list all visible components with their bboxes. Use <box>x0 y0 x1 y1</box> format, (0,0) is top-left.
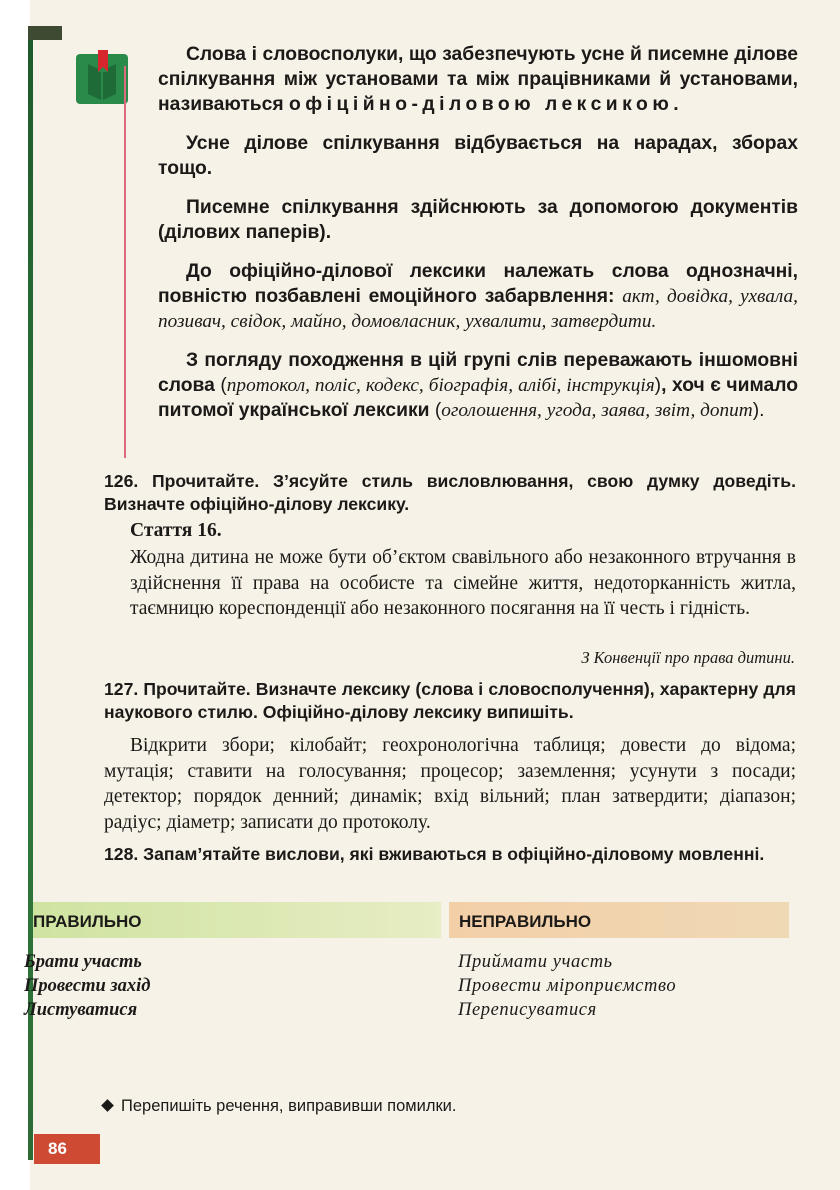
rule-paragraph-5: З погляду походження в цій групі слів переважають іншомовні слова (протокол, поліс, кодекс, біографія, алібі, інструкція), хоч є чимало питомої української лексики (оголошення, угода, заява, звіт, допит). <box>158 350 798 421</box>
correct-list <box>24 950 150 1022</box>
rule-paragraph-4: До офіційно-ділової лексики належать слова однозначні, повністю позбавлені емоційного забарвлення: акт, довідка, ухвала, позивач, свідок, майно, домовласник, ухвалити, затвердити. <box>158 261 798 332</box>
exercise-127-text: Відкрити збори; кілобайт; геохронологічна таблиця; довести до відома; мутація; ставити на голосування; процесор; заземлення; усунути з посади; детектор; порядок денний; динамік; вхід вільний; план затвердити; діапазон; радіус; діаметр; записати до протоколу. <box>104 735 796 833</box>
page-number: 86 <box>34 1134 100 1164</box>
exercise-128-task: 128. Запам’ятайте вислови, які вживаються в офіційно-діловому мовленні. <box>104 844 765 864</box>
exercise-126-task: 126. Прочитайте. З’ясуйте стиль висловлювання, свою думку доведіть. Визначте офіційно-ділову лексику. <box>104 471 796 514</box>
list-item: Переписуватися <box>458 1000 597 1020</box>
rule-box <box>158 42 798 437</box>
wrong-list <box>458 950 676 1022</box>
task-note-text: Перепишіть речення, виправивши помилки. <box>121 1097 457 1115</box>
rule-paragraph-2: Усне ділове спілкування відбувається на нарадах, зборах тощо. <box>158 133 798 179</box>
list-item: Приймати участь <box>458 952 613 972</box>
rule-divider <box>124 66 126 458</box>
wrong-header: НЕПРАВИЛЬНО <box>459 912 592 931</box>
exercise-127-task: 127. Прочитайте. Визначте лексику (слова і словосполучення), характерну для наукового стилю. Офіційно-ділову лексику випишіть. <box>104 679 796 722</box>
rule-paragraph-1: Слова і словосполуки, що забезпечують усне й писемне ділове спілкування між установами та між працівниками й установами, називаються офіційно-діловою лексикою. <box>158 44 798 115</box>
list-item: Провести міроприємство <box>458 976 677 996</box>
wrong-header-bar <box>449 902 789 938</box>
article-title: Стаття 16. <box>130 520 222 541</box>
exercise-126-text: Жодна дитина не може бути об’єктом свавільного або незаконного втручання в здійснення її права на особисте та сімейне життя, недоторканність житла, таємницю кореспонденції або незаконного посягання на її честь і гідність. <box>130 547 796 619</box>
task-note <box>103 1097 456 1116</box>
correct-header-bar <box>33 902 441 938</box>
correct-header: ПРАВИЛЬНО <box>33 912 142 931</box>
rule-examples: акт, довідка, ухвала, позивач, свідок, майно, домовласник, ухвалити, затвердити. <box>158 286 798 332</box>
rule-term: офіційно-діловою лексикою <box>288 94 674 115</box>
list-item: Брати участь <box>24 952 142 972</box>
diamond-bullet-icon <box>101 1099 114 1112</box>
rule-paragraph-3: Писемне спілкування здійснюють за допомогою документів (ділових паперів). <box>158 197 798 243</box>
corner-mark <box>28 26 62 40</box>
list-item: Листуватися <box>24 1000 138 1020</box>
list-item: Провести захід <box>24 976 151 996</box>
exercise-126-source: З Конвенції про права дитини. <box>581 648 795 667</box>
